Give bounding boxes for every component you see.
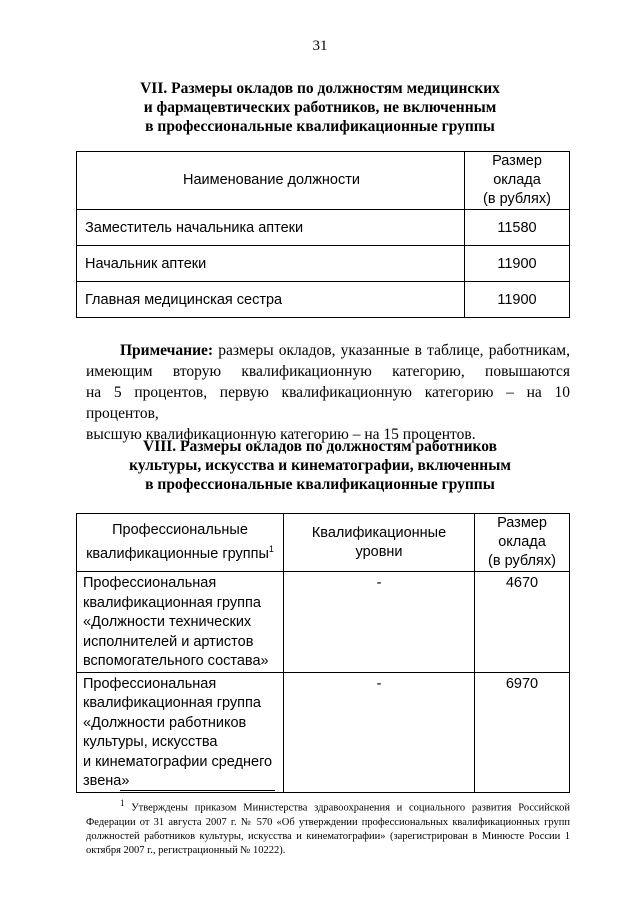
column-header-salary: Размер оклада (в рублях) <box>465 152 570 210</box>
salary-cell: 11900 <box>465 282 570 318</box>
table-row <box>77 572 570 673</box>
salary-cell: 11900 <box>465 246 570 282</box>
heading-line: VIII. Размеры окладов по должностям работников <box>143 438 497 455</box>
footnote-text: Утверждены приказом Министерства здравоохранения и социального развития Российской Федерации от 31 августа 2007 г. № 570 «Об утверждении профессиональных квалификационных групп должностей работников культуры, искусства и кинематографии» (зарегистрирован в Минюсте России 1 октября 2007 г., регистрационный № 10222). <box>86 802 570 856</box>
column-header-groups <box>77 514 284 572</box>
position-cell: Заместитель начальника аптеки <box>77 210 465 246</box>
footnote-mark: 1 <box>120 798 125 808</box>
table-row <box>77 246 570 282</box>
heading-line: в профессиональные квалификационные группы <box>145 476 495 493</box>
note-text: размеры окладов, указанные в таблице, работникам, <box>213 342 570 359</box>
note-label: Примечание: <box>120 342 214 359</box>
footnote <box>86 796 570 858</box>
heading-line: и фармацевтических работников, не включенным <box>143 99 497 116</box>
heading-line: культуры, искусства и кинематографии, включенным <box>129 457 511 474</box>
column-header-salary: Размер оклада (в рублях) <box>475 514 570 572</box>
table-row <box>77 282 570 318</box>
footnote-mark: 1 <box>268 544 274 555</box>
salary-cell: 11580 <box>465 210 570 246</box>
level-cell: - <box>284 672 475 792</box>
salary-cell: 6970 <box>475 672 570 792</box>
column-header-position: Наименование должности <box>77 152 465 210</box>
footnote-divider <box>120 790 275 791</box>
heading-line: в профессиональные квалификационные группы <box>145 118 495 135</box>
section-7-heading <box>70 79 570 136</box>
medical-salary-table <box>76 151 570 318</box>
culture-salary-table <box>76 513 570 793</box>
heading-line: VII. Размеры окладов по должностям медицинских <box>140 80 500 97</box>
section-8-heading <box>70 437 570 494</box>
group-cell: Профессиональная квалификационная группа «Должности работников культуры, искусства и кинематографии среднего звена» <box>77 672 284 792</box>
salary-cell: 4670 <box>475 572 570 673</box>
position-cell: Начальник аптеки <box>77 246 465 282</box>
table-row <box>77 210 570 246</box>
note-text: высшую квалификационную категорию – на 15 процентов. <box>86 426 476 443</box>
note-paragraph <box>86 340 570 445</box>
table-header-row <box>77 152 570 210</box>
column-header-levels: Квалификационные уровни <box>284 514 475 572</box>
note-text: на 5 процентов, первую квалификационную категорию – на 10 процентов, <box>86 384 570 422</box>
page-number: 31 <box>312 38 328 54</box>
groups-header-text: Профессиональные квалификационные группы <box>86 522 269 562</box>
group-cell: Профессиональная квалификационная группа «Должности технических исполнителей и артистов вспомогательного состава» <box>77 572 284 673</box>
note-text: имеющим вторую квалификационную категорию, повышаются <box>86 363 570 380</box>
table-row <box>77 672 570 792</box>
level-cell: - <box>284 572 475 673</box>
position-cell: Главная медицинская сестра <box>77 282 465 318</box>
table-header-row <box>77 514 570 572</box>
